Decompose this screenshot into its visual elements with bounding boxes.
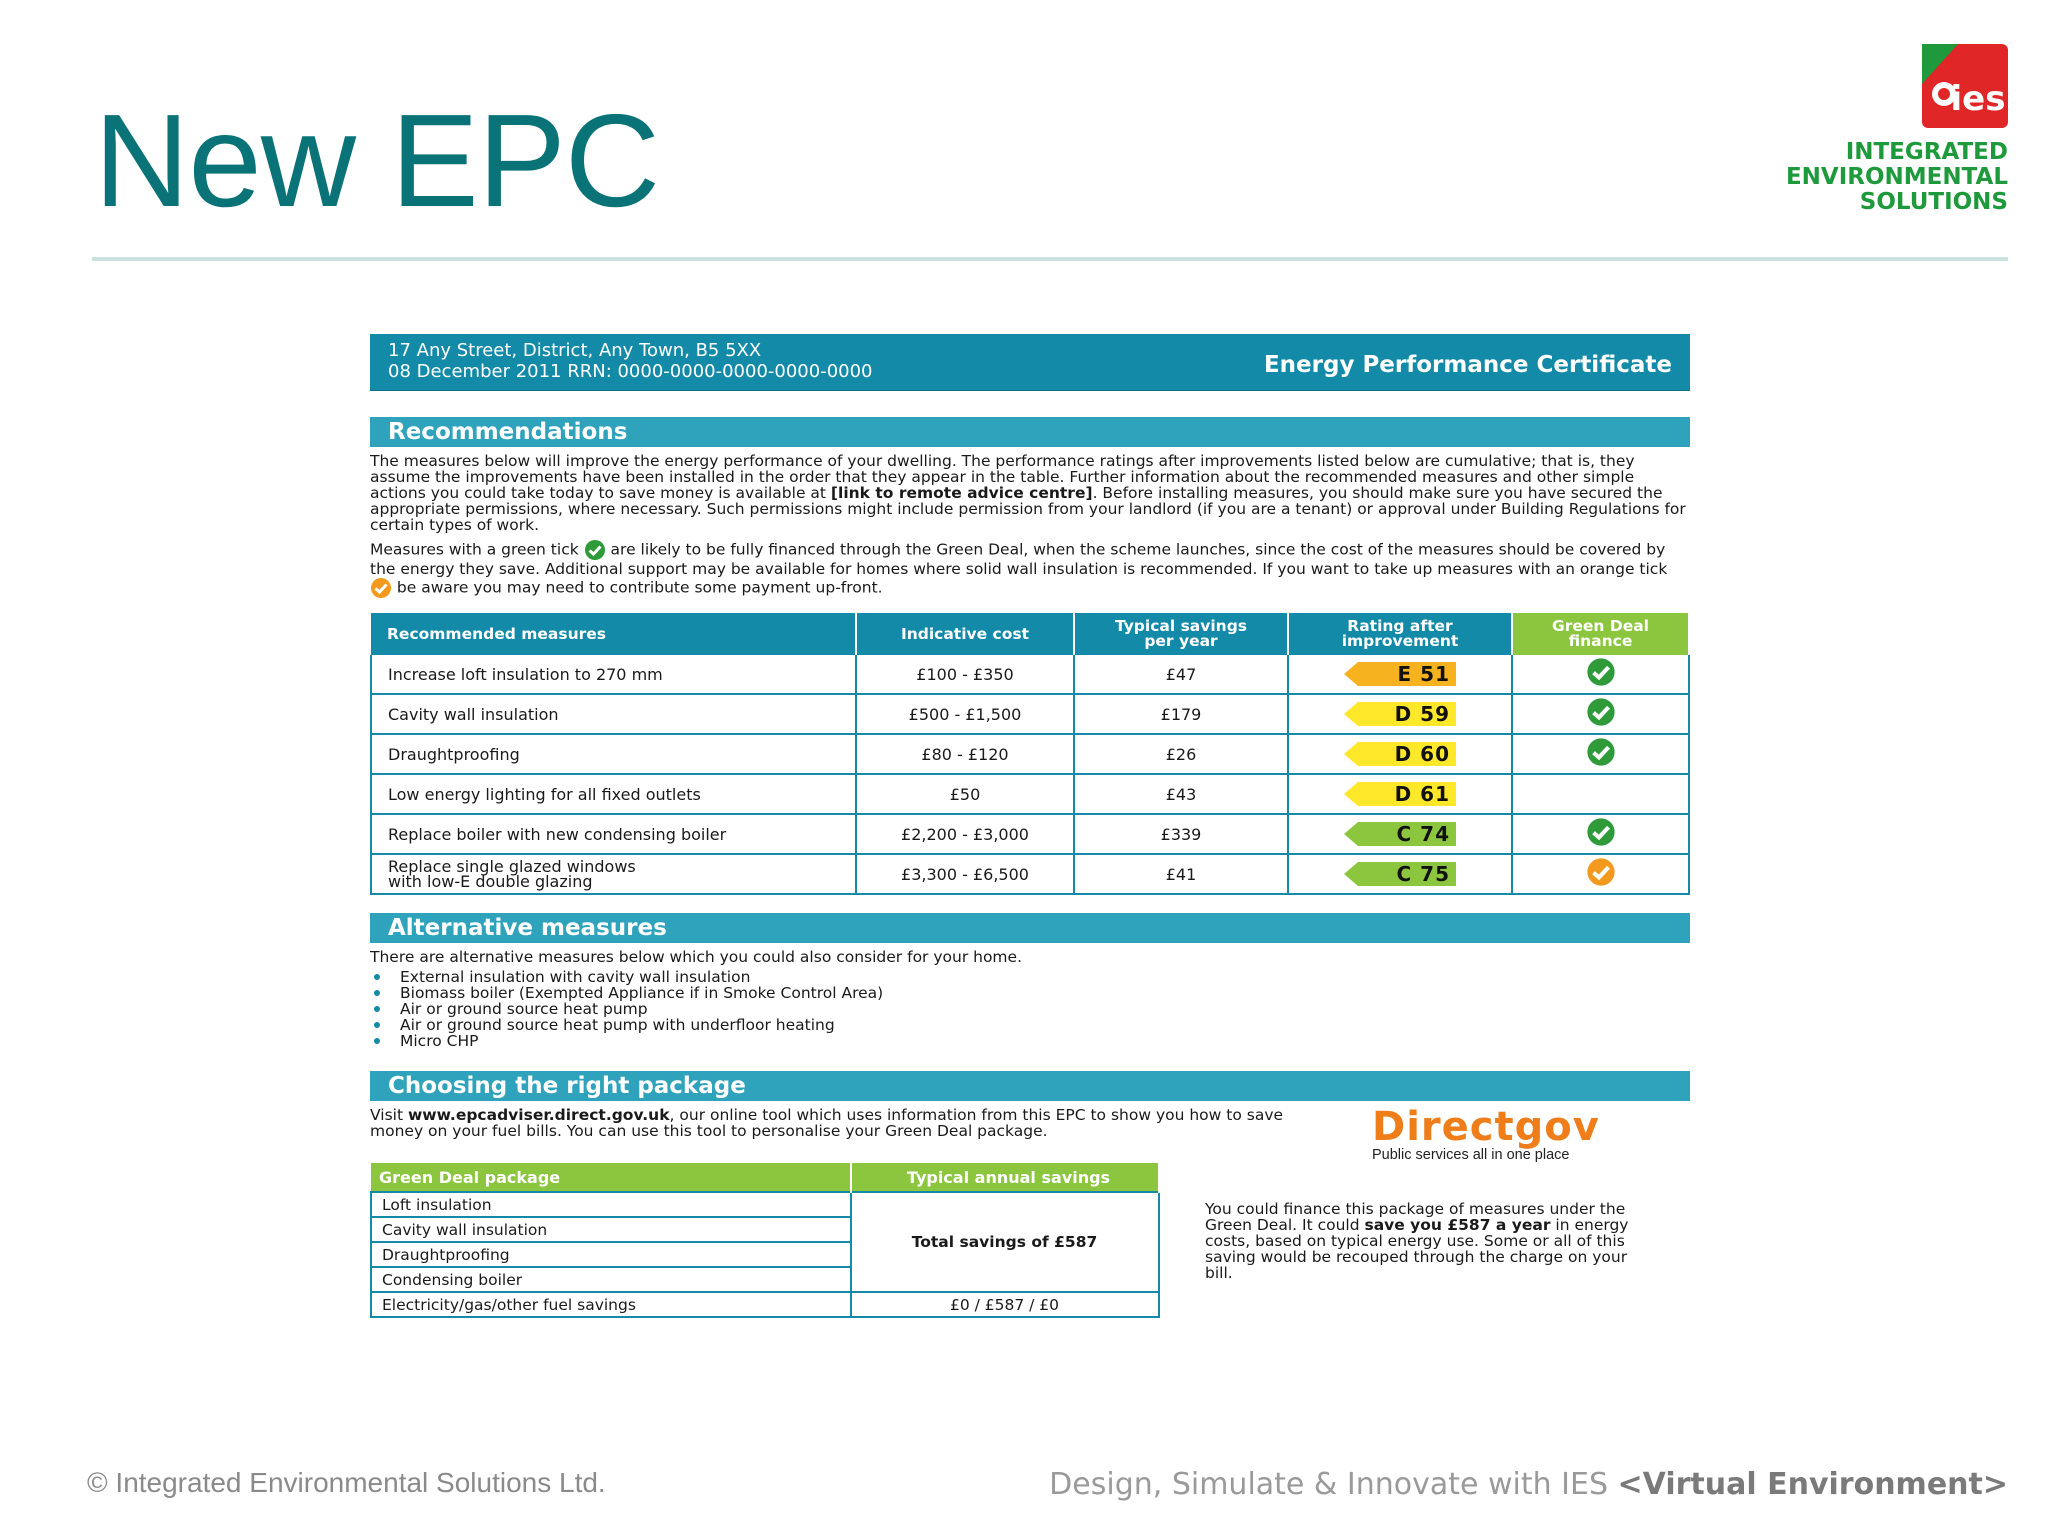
- directgov-logo: [1372, 1104, 1600, 1163]
- recommendations-para-2: Measures with a green tick are likely to be fully financed through the Green Deal, when the scheme launches, since the cost of the measures should be covered by the energy they save. Additional support may be available for homes where solid wall insulation is recommended. If you want to take up measures with an orange tick be aware you may need to contribute some payment up-front.: [370, 539, 1690, 599]
- table-row: [371, 854, 1689, 894]
- table-row: [371, 774, 1689, 814]
- alternative-measures-list: [370, 969, 1690, 1049]
- slide-title: New EPC: [94, 87, 660, 234]
- measure-rating: [1288, 774, 1512, 814]
- measure-cost: £50: [856, 774, 1074, 814]
- measure-name: Low energy lighting for all fixed outlets: [371, 774, 856, 814]
- measure-finance: [1512, 774, 1689, 814]
- recommendations-heading: Recommendations: [370, 417, 1690, 447]
- green-tick-icon: [1586, 697, 1616, 727]
- table-row: [371, 1192, 1159, 1217]
- epc-adviser-link[interactable]: www.epcadviser.direct.gov.uk: [407, 1106, 670, 1124]
- epc-header: [370, 334, 1690, 391]
- directgov-tagline: Public services all in one place: [1372, 1147, 1570, 1163]
- rating-badge: [1344, 742, 1456, 766]
- measure-savings: £339: [1074, 814, 1288, 854]
- measure-name: Replace boiler with new condensing boiler: [371, 814, 856, 854]
- measure-name: Draughtproofing: [371, 734, 856, 774]
- list-item: External insulation with cavity wall insulation: [370, 969, 1690, 985]
- ies-logo-icon: [1922, 44, 2008, 128]
- rating-badge: [1344, 822, 1456, 846]
- package-section: [370, 1101, 1690, 1321]
- rating-label: E 51: [1397, 662, 1450, 686]
- table-row: [371, 734, 1689, 774]
- col-rating: Rating after improvement: [1288, 613, 1512, 655]
- ies-logo: [1768, 44, 2008, 224]
- table-header-row: [371, 613, 1689, 655]
- rating-badge: [1344, 662, 1456, 686]
- list-item: Air or ground source heat pump with underfloor heating: [370, 1017, 1690, 1033]
- measure-cost: £3,300 - £6,500: [856, 854, 1074, 894]
- total-savings: Total savings of £587: [851, 1192, 1159, 1292]
- measure-savings: £43: [1074, 774, 1288, 814]
- package-item: Draughtproofing: [371, 1242, 851, 1267]
- rating-badge: [1344, 862, 1456, 886]
- epc-document: [370, 334, 1690, 1321]
- measure-rating: [1288, 734, 1512, 774]
- measure-finance: [1512, 655, 1689, 694]
- measure-finance: [1512, 694, 1689, 734]
- green-tick-icon: [1586, 737, 1616, 767]
- package-item: Loft insulation: [371, 1192, 851, 1217]
- measure-savings: £41: [1074, 854, 1288, 894]
- orange-tick-icon: [1586, 857, 1616, 887]
- measure-rating: [1288, 854, 1512, 894]
- recommended-measures-body: [371, 655, 1689, 894]
- measure-cost: £500 - £1,500: [856, 694, 1074, 734]
- advice-centre-link[interactable]: [link to remote advice centre]: [830, 484, 1093, 502]
- orange-tick-icon: [370, 577, 392, 599]
- measure-savings: £179: [1074, 694, 1288, 734]
- ies-badge-text: ies: [1950, 79, 2006, 119]
- list-item: Micro CHP: [370, 1033, 1690, 1049]
- measure-cost: £2,200 - £3,000: [856, 814, 1074, 854]
- measure-savings: £47: [1074, 655, 1288, 694]
- list-item: Biomass boiler (Exempted Appliance if in Smoke Control Area): [370, 985, 1690, 1001]
- measure-finance: [1512, 814, 1689, 854]
- measure-name: Replace single glazed windows with low-E double glazing: [371, 854, 856, 894]
- epc-date-rrn: 08 December 2011 RRN: 0000-0000-0000-0000-0000: [388, 361, 873, 382]
- green-tick-icon: [1586, 817, 1616, 847]
- epc-address-block: [388, 340, 873, 382]
- table-row: [371, 655, 1689, 694]
- package-intro: Visit www.epcadviser.direct.gov.uk, our online tool which uses information from this EPC to show you how to save money on your fuel bills. You can use this tool to personalise your Green Deal package.: [370, 1106, 1284, 1140]
- measure-name: Cavity wall insulation: [371, 694, 856, 734]
- epc-certificate-title: Energy Performance Certificate: [1263, 352, 1672, 378]
- col-package: Green Deal package: [371, 1163, 851, 1192]
- directgov-wordmark: Directgov: [1372, 1104, 1600, 1150]
- footer-tagline: Design, Simulate & Innovate with IES <Virtual Environment>: [1049, 1467, 2008, 1502]
- company-name: [1786, 140, 2008, 215]
- rating-label: C 74: [1396, 822, 1450, 846]
- fuel-savings-label: Electricity/gas/other fuel savings: [371, 1292, 851, 1317]
- package-item: Cavity wall insulation: [371, 1217, 851, 1242]
- alternative-intro: There are alternative measures below which you could also consider for your home.: [370, 948, 1022, 966]
- company-line-2: ENVIRONMENTAL: [1785, 164, 2008, 190]
- col-cost: Indicative cost: [856, 613, 1074, 655]
- measure-finance: [1512, 854, 1689, 894]
- finance-note: You could finance this package of measures under the Green Deal. It could save you £587 a year in energy costs, based on typical energy use. Some or all of this saving would be recouped through the charge on your bill.: [1205, 1200, 1629, 1282]
- col-green-deal-finance: Green Deal finance: [1512, 613, 1689, 655]
- green-tick-icon: [584, 539, 606, 561]
- measure-rating: [1288, 655, 1512, 694]
- measure-savings: £26: [1074, 734, 1288, 774]
- measure-cost: £100 - £350: [856, 655, 1074, 694]
- col-measures: Recommended measures: [371, 613, 856, 655]
- rating-label: D 60: [1394, 742, 1450, 766]
- company-line-1: INTEGRATED: [1845, 139, 2008, 165]
- package-header-row: [371, 1163, 1159, 1192]
- green-deal-package-table: [370, 1163, 1160, 1318]
- rating-label: D 59: [1394, 702, 1450, 726]
- green-tick-icon: [1586, 657, 1616, 687]
- measure-cost: £80 - £120: [856, 734, 1074, 774]
- recommended-measures-table: [370, 613, 1690, 895]
- epc-address: 17 Any Street, District, Any Town, B5 5XX: [388, 340, 762, 361]
- title-rule: [92, 257, 2008, 261]
- measure-name: Increase loft insulation to 270 mm: [371, 655, 856, 694]
- table-row: [371, 814, 1689, 854]
- recommendations-text: [370, 453, 1690, 599]
- measure-rating: [1288, 694, 1512, 734]
- footer-copyright: © Integrated Environmental Solutions Ltd.: [87, 1467, 606, 1498]
- table-row: [371, 1292, 1159, 1317]
- table-row: [371, 694, 1689, 734]
- package-heading: Choosing the right package: [370, 1071, 1690, 1101]
- fuel-savings-value: £0 / £587 / £0: [851, 1292, 1159, 1317]
- col-savings: Typical savings per year: [1074, 613, 1288, 655]
- company-line-3: SOLUTIONS: [1859, 189, 2008, 215]
- measure-rating: [1288, 814, 1512, 854]
- alternative-measures-heading: Alternative measures: [370, 913, 1690, 943]
- package-item: Condensing boiler: [371, 1267, 851, 1292]
- recommendations-para-1: The measures below will improve the energy performance of your dwelling. The performance ratings after improvements listed below are cumulative; that is, they assume the improvements have been installed in the order that they appear in the table. Further information about the recommended measures and other simple actions you could take today to save money is available at [link to remote advice centre]. Before installing measures, you should make sure you have secured the appropriate permissions, where necessary. Such permissions might include permission from your landlord (if you are a tenant) or approval under Building Regulations for certain types of work.: [370, 452, 1686, 534]
- col-annual-savings: Typical annual savings: [851, 1163, 1159, 1192]
- rating-label: D 61: [1394, 782, 1450, 806]
- measure-finance: [1512, 734, 1689, 774]
- rating-label: C 75: [1396, 862, 1450, 886]
- list-item: Air or ground source heat pump: [370, 1001, 1690, 1017]
- rating-badge: [1344, 782, 1456, 806]
- rating-badge: [1344, 702, 1456, 726]
